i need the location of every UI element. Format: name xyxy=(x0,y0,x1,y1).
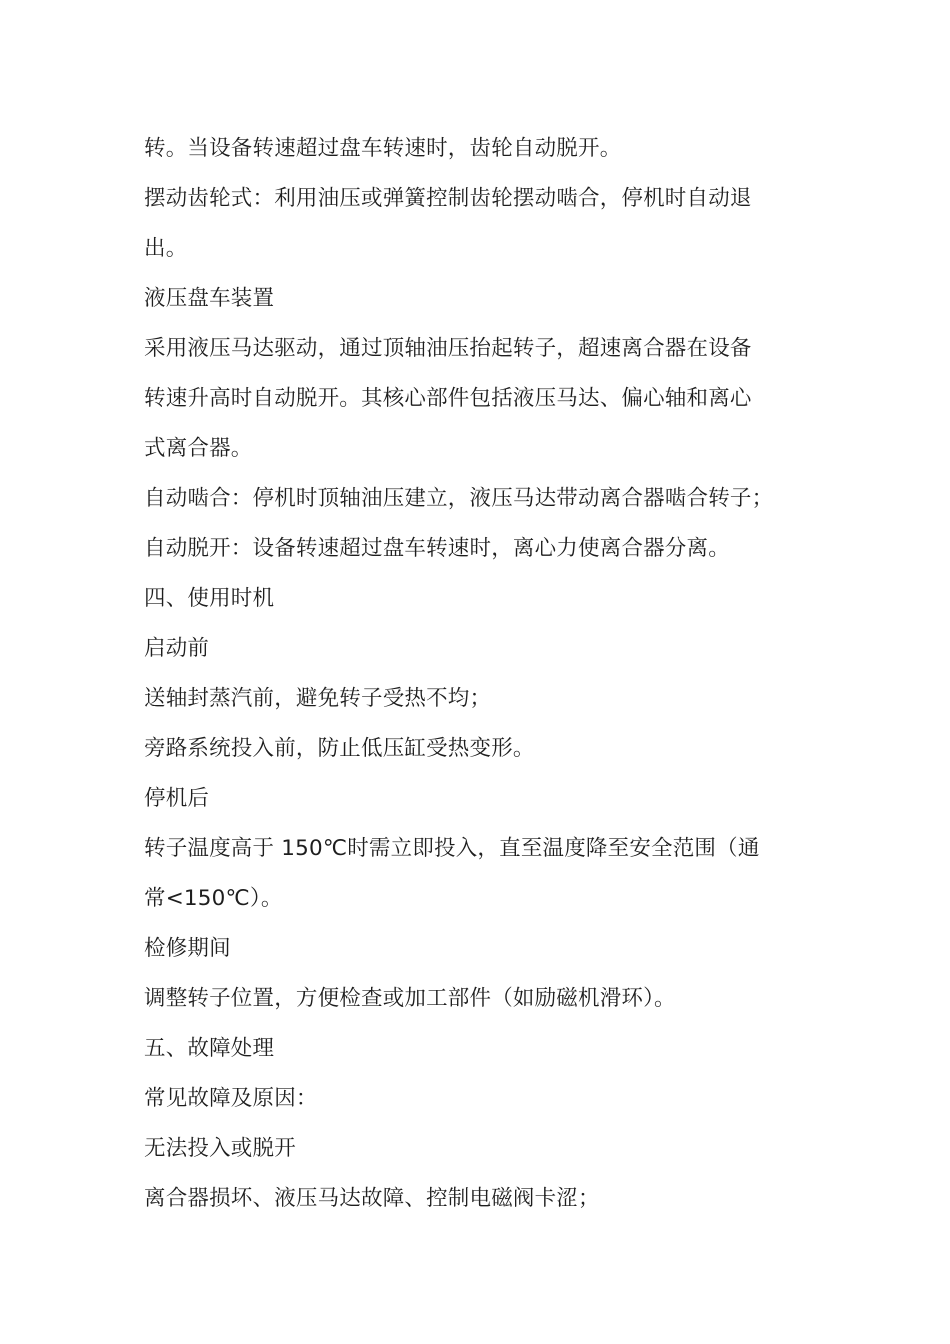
subsection-heading: 停机后 xyxy=(144,786,210,811)
subsection-heading: 启动前 xyxy=(144,636,210,661)
text-line: 调整转子位置，方便检查或加工部件（如励磁机滑环）。 xyxy=(144,986,676,1011)
text-line: 离合器损坏、液压马达故障、控制电磁阀卡涩； xyxy=(144,1186,600,1211)
text-line: 摆动齿轮式：利用油压或弹簧控制齿轮摆动啮合，停机时自动退 xyxy=(144,186,752,211)
text-line: 转子温度高于 150℃时需立即投入，直至温度降至安全范围（通 xyxy=(144,836,760,861)
text-line: 常<150℃）。 xyxy=(144,886,283,911)
text-line: 常见故障及原因： xyxy=(144,1086,318,1111)
text-line: 式离合器。 xyxy=(144,436,253,461)
text-line: 自动脱开：设备转速超过盘车转速时，离心力使离合器分离。 xyxy=(144,536,730,561)
subsection-heading: 检修期间 xyxy=(144,936,231,961)
text-line: 送轴封蒸汽前，避免转子受热不均； xyxy=(144,686,492,711)
section-heading: 四、使用时机 xyxy=(144,586,275,611)
text-line: 旁路系统投入前，防止低压缸受热变形。 xyxy=(144,736,535,761)
section-heading: 五、故障处理 xyxy=(144,1036,275,1061)
text-line: 出。 xyxy=(144,236,188,261)
subsection-heading: 无法投入或脱开 xyxy=(144,1136,296,1161)
text-line: 自动啮合：停机时顶轴油压建立，液压马达带动离合器啮合转子； xyxy=(144,486,774,511)
text-line: 转速升高时自动脱开。其核心部件包括液压马达、偏心轴和离心 xyxy=(144,386,752,411)
section-heading: 液压盘车装置 xyxy=(144,286,275,311)
text-line: 采用液压马达驱动，通过顶轴油压抬起转子，超速离合器在设备 xyxy=(144,336,752,361)
text-line: 转。当设备转速超过盘车转速时，齿轮自动脱开。 xyxy=(144,136,622,161)
